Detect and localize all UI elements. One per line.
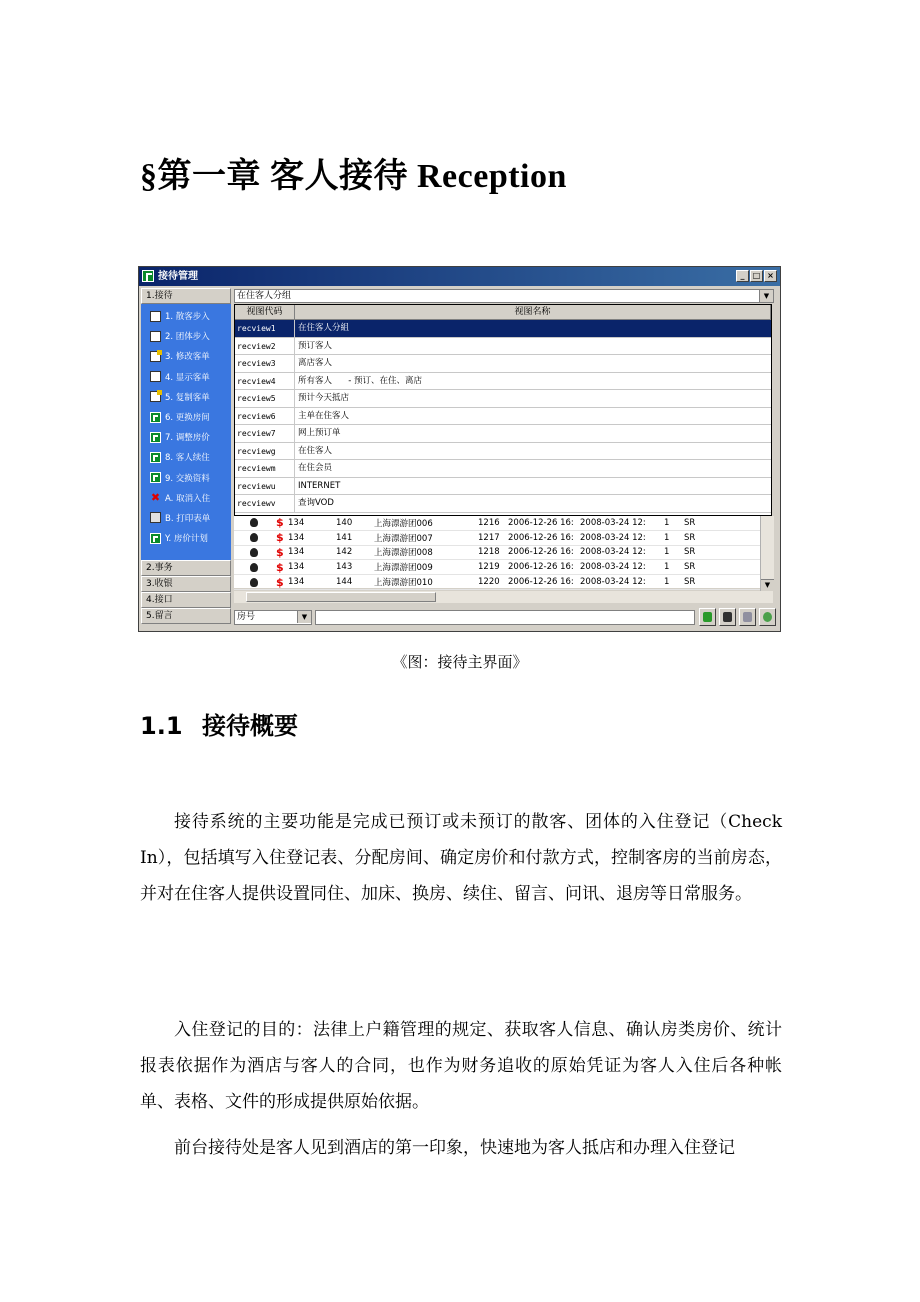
vertical-scrollbar[interactable] xyxy=(760,516,774,591)
cell-arrive: 2006-12-26 16: xyxy=(508,517,574,528)
cell-group: 上海漂游团008 xyxy=(374,548,433,559)
nav-group-reception[interactable]: 1.接待 xyxy=(141,288,231,304)
cell-room: 144 xyxy=(336,577,353,588)
chevron-down-icon[interactable]: ▼ xyxy=(297,611,311,623)
cell-no: 1218 xyxy=(478,547,500,558)
document-icon xyxy=(150,331,161,342)
cell-block: 134 xyxy=(288,532,305,543)
view-name: 所有客人 - 预订、在住、离店 xyxy=(298,375,422,386)
search-field-select[interactable] xyxy=(234,610,312,625)
cell-arrive: 2006-12-26 16: xyxy=(508,577,574,588)
cell-type: SR xyxy=(684,517,696,528)
cell-depart: 2008-03-24 12: xyxy=(580,577,646,588)
table-row[interactable] xyxy=(234,516,760,531)
view-option[interactable] xyxy=(235,355,771,373)
cell-no: 1219 xyxy=(478,562,500,573)
cell-no: 1216 xyxy=(478,517,500,528)
cell-no: 1220 xyxy=(478,577,500,588)
green-arrow-icon xyxy=(150,412,161,423)
view-code: recviewg xyxy=(235,443,295,460)
cell-group: 上海漂游团006 xyxy=(374,518,433,529)
nav-item-rate-plan[interactable] xyxy=(141,528,231,548)
nav-item-label: 4. 显示客单 xyxy=(165,372,210,383)
cell-block: 134 xyxy=(288,577,305,588)
nav-item-label: A. 取消入住 xyxy=(165,493,211,504)
table-row[interactable] xyxy=(234,560,760,575)
cell-group: 上海漂游团007 xyxy=(374,533,433,544)
execute-button[interactable] xyxy=(699,608,716,626)
cell-depart: 2008-03-24 12: xyxy=(580,517,646,528)
nav-item-extend-stay[interactable] xyxy=(141,447,231,467)
view-option[interactable] xyxy=(235,408,771,426)
cell-type: SR xyxy=(684,547,696,558)
cell-group: 上海漂游团009 xyxy=(374,563,433,574)
nav-item-walkin[interactable] xyxy=(141,306,231,326)
cell-block: 134 xyxy=(288,547,305,558)
nav-group-affairs[interactable]: 2.事务 xyxy=(141,560,231,576)
table-row[interactable] xyxy=(234,531,760,546)
view-code: recview4 xyxy=(235,373,295,390)
nav-group-cashier[interactable]: 3.收银 xyxy=(141,576,231,592)
paragraph: 前台接待处是客人见到酒店的第一印象，快速地为客人抵店和办理入住登记 xyxy=(174,1138,735,1158)
search-input[interactable] xyxy=(315,610,695,625)
section-title: 接待概要 xyxy=(202,712,298,740)
dollar-icon: $ xyxy=(276,560,284,574)
table-row[interactable] xyxy=(234,546,760,561)
cell-no: 1217 xyxy=(478,532,500,543)
paragraph: 入住登记的目的：法律上户籍管理的规定、获取客人信息、确认房类房价、统计报表依据作为酒店与客人的合同，也作为财务追收的原始凭证为客人入住后各种帐单、表格、文件的形成提供原始依据。 xyxy=(140,1020,782,1112)
view-name: INTERNET xyxy=(298,480,341,491)
binoculars-search-button[interactable] xyxy=(719,608,736,626)
view-option[interactable] xyxy=(235,320,771,338)
nav-item-adjust-rate[interactable] xyxy=(141,427,231,447)
view-option[interactable] xyxy=(235,478,771,496)
nav-item-label: B. 打印表单 xyxy=(165,513,211,524)
figure-caption: 《图：接待主界面》 xyxy=(392,653,528,671)
view-name: 在住客人分組 xyxy=(298,323,350,333)
nav-group-interface[interactable]: 4.接口 xyxy=(141,592,231,608)
view-select[interactable] xyxy=(234,289,774,303)
cell-room: 140 xyxy=(336,517,353,528)
app-icon xyxy=(142,270,154,282)
horizontal-scrollbar[interactable] xyxy=(234,591,773,603)
view-code: recviewu xyxy=(235,478,295,495)
scroll-down-icon[interactable]: ▼ xyxy=(761,579,774,591)
nav-panel xyxy=(141,288,231,626)
nav-group-message[interactable]: 5.留言 xyxy=(141,608,231,624)
edit-document-icon xyxy=(150,351,161,362)
copy-icon xyxy=(150,391,161,402)
scroll-thumb[interactable] xyxy=(246,592,436,602)
cell-block: 134 xyxy=(288,562,305,573)
nav-item-change-room[interactable] xyxy=(141,407,231,427)
cell-arrive: 2006-12-26 16: xyxy=(508,532,574,543)
window-title: 接待管理 xyxy=(158,271,198,282)
nav-item-label: 9. 交换资料 xyxy=(165,473,210,484)
view-code: recview7 xyxy=(235,425,295,442)
nav-list xyxy=(141,304,231,560)
dollar-icon: $ xyxy=(276,545,284,559)
nav-item-group-walkin[interactable] xyxy=(141,326,231,346)
dollar-icon: $ xyxy=(276,516,284,530)
cell-room: 142 xyxy=(336,547,353,558)
view-name: 预计今天抵店 xyxy=(298,393,350,403)
cell-block: 134 xyxy=(288,517,305,528)
view-option[interactable] xyxy=(235,425,771,443)
guest-icon xyxy=(250,563,258,572)
document-icon xyxy=(150,311,161,322)
minimize-button[interactable]: _ xyxy=(736,270,749,282)
maximize-button[interactable]: □ xyxy=(750,270,763,282)
green-arrow-icon xyxy=(150,432,161,443)
view-code: recview1 xyxy=(235,320,295,337)
nav-item-print[interactable] xyxy=(141,508,231,528)
view-option[interactable] xyxy=(235,443,771,461)
nav-item-label: 3. 修改客单 xyxy=(165,352,210,363)
cell-depart: 2008-03-24 12: xyxy=(580,547,646,558)
view-name: 查询VOD xyxy=(298,498,334,508)
nav-item-cancel[interactable] xyxy=(141,488,231,508)
section-number: 1.1 xyxy=(140,712,183,740)
guest-icon xyxy=(250,548,258,557)
red-x-icon: ✖ xyxy=(150,491,161,505)
view-option[interactable] xyxy=(235,373,771,391)
cell-type: SR xyxy=(684,532,696,543)
guest-grid xyxy=(234,516,760,588)
cell-count: 1 xyxy=(664,577,670,588)
cell-count: 1 xyxy=(664,532,670,543)
cell-count: 1 xyxy=(664,562,670,573)
paragraph: 接待系统的主要功能是完成已预订或未预订的散客、团体的入住登记（Check In），包括填写入住登记表、分配房间、确定房价和付款方式，控制客房的当前房态，并对在住客人提供设置同住、加床、换房、续住、留言、问讯、退房等日常服务。 xyxy=(140,812,782,904)
view-option[interactable] xyxy=(235,495,771,513)
guest-icon xyxy=(250,578,258,587)
cell-type: SR xyxy=(684,577,696,588)
cell-arrive: 2006-12-26 16: xyxy=(508,547,574,558)
cell-depart: 2008-03-24 12: xyxy=(580,532,646,543)
nav-item-label: Y. 房价计划 xyxy=(165,534,208,545)
view-option[interactable] xyxy=(235,460,771,478)
section-heading xyxy=(140,706,298,741)
nav-item-label: 1. 散客步入 xyxy=(165,312,210,323)
nav-item-copy[interactable] xyxy=(141,387,231,407)
view-code: recviewv xyxy=(235,495,295,512)
printer-icon xyxy=(150,512,161,523)
window-titlebar[interactable] xyxy=(139,267,780,286)
view-code: recview6 xyxy=(235,408,295,425)
nav-item-label: 5. 复制客单 xyxy=(165,392,210,403)
view-name: 离店客人 xyxy=(298,358,333,368)
nav-item-label: 2. 团体步入 xyxy=(165,332,210,343)
nav-item-show[interactable] xyxy=(141,367,231,387)
refresh-button[interactable] xyxy=(759,608,776,626)
green-arrow-icon xyxy=(150,533,161,544)
print-button[interactable] xyxy=(739,608,756,626)
nav-item-label: 7. 调整房价 xyxy=(165,433,210,444)
view-option[interactable] xyxy=(235,338,771,356)
view-name: 主单在住客人 xyxy=(298,410,350,421)
column-header-code: 视图代码 xyxy=(235,305,295,319)
view-dropdown-list xyxy=(234,304,772,516)
view-name: 网上预订单 xyxy=(298,428,341,438)
cell-group: 上海漂游团010 xyxy=(374,578,433,589)
view-code: recview5 xyxy=(235,390,295,407)
dollar-icon: $ xyxy=(276,531,284,545)
view-code: recview2 xyxy=(235,338,295,355)
search-field-value: 房号 xyxy=(237,612,256,622)
view-name: 预订客人 xyxy=(298,340,333,351)
view-code: recviewm xyxy=(235,460,295,477)
cell-count: 1 xyxy=(664,547,670,558)
cell-depart: 2008-03-24 12: xyxy=(580,562,646,573)
nav-item-exchange[interactable] xyxy=(141,468,231,488)
guest-icon xyxy=(250,533,258,542)
document-icon xyxy=(150,371,161,382)
cell-room: 141 xyxy=(336,532,353,543)
view-name: 在住会员 xyxy=(298,463,333,473)
nav-item-label: 6. 更换房间 xyxy=(165,413,210,424)
view-name: 在住客人 xyxy=(298,445,333,456)
guest-icon xyxy=(250,518,258,527)
cell-type: SR xyxy=(684,562,696,573)
reception-window xyxy=(138,266,781,632)
cell-arrive: 2006-12-26 16: xyxy=(508,562,574,573)
green-arrow-icon xyxy=(150,472,161,483)
nav-item-modify[interactable] xyxy=(141,346,231,366)
chapter-title: §第一章 客人接待 Reception xyxy=(140,158,567,195)
nav-item-label: 8. 客人续住 xyxy=(165,453,210,464)
green-arrow-icon xyxy=(150,452,161,463)
view-option[interactable] xyxy=(235,390,771,408)
column-header-name: 视图名称 xyxy=(295,305,771,319)
view-select-value: 在住客人分组 xyxy=(237,291,292,301)
cell-count: 1 xyxy=(664,517,670,528)
chevron-down-icon[interactable]: ▼ xyxy=(759,290,773,302)
table-row[interactable] xyxy=(234,575,760,590)
view-code: recview3 xyxy=(235,355,295,372)
cell-room: 143 xyxy=(336,562,353,573)
close-button[interactable]: × xyxy=(764,270,777,282)
dollar-icon: $ xyxy=(276,575,284,589)
